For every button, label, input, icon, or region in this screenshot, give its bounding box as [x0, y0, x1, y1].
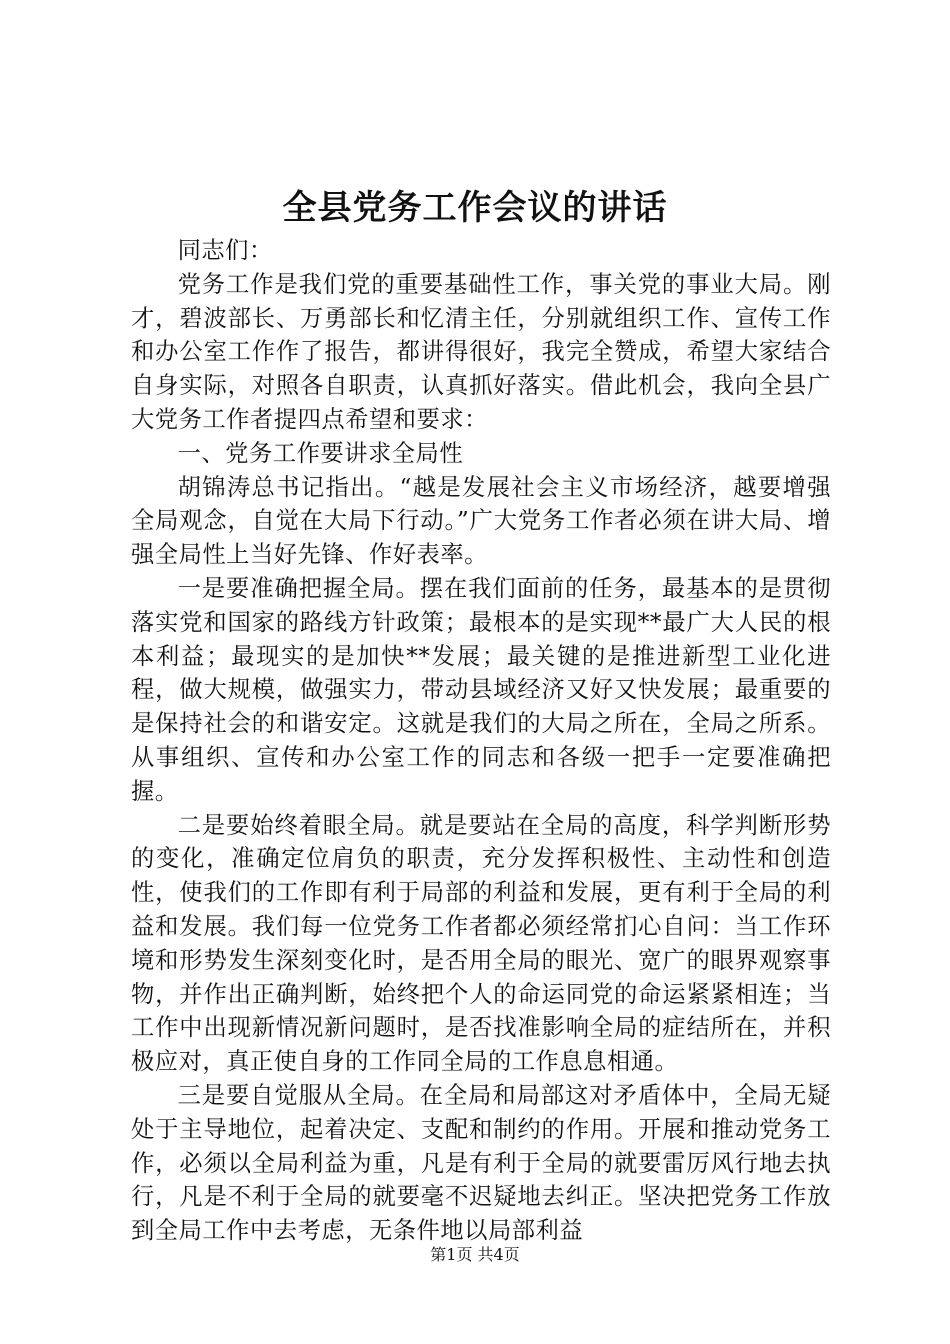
document-body [131, 234, 831, 1248]
body-paragraph: 二是要始终着眼全局。就是要站在全局的高度，科学判断形势的变化，准确定位肩负的职责，充分发挥积极性、主动性和创造性，使我们的工作即有利于局部的利益和发展，更有利于全局的利益和发展。我们每一位党务工作者都必须经常扪心自问：当工作环境和形势发生深刻变化时，是否用全局的眼光、宽广的眼界观察事物，并作出正确判断，始终把个人的命运同党的命运紧紧相连；当工作中出现新情况新问题时，是否找准影响全局的症结所在，并积极应对，真正使自身的工作同全局的工作息息相通。 [131, 811, 831, 1076]
body-paragraph: 党务工作是我们党的重要基础性工作，事关党的事业大局。刚才，碧波部长、万勇部长和忆清主任，分别就组织工作、宣传工作和办公室工作作了报告，都讲得很好，我完全赞成，希望大家结合自身实际，对照各自职责，认真抓好落实。借此机会，我向全县广大党务工作者提四点希望和要求： [131, 270, 831, 433]
body-paragraph: 一是要准确把握全局。摆在我们面前的任务，最基本的是贯彻落实党和国家的路线方针政策；最根本的是实现**最广大人民的根本利益；最现实的是加快**发展；最关键的是推进新型工业化进程，做大规模，做强实力，带动县域经济又好又快发展；最重要的是保持社会的和谐安定。这就是我们的大局之所在，全局之所系。从事组织、宣传和办公室工作的同志和各级一把手一定要准确把握。 [131, 574, 831, 805]
document-title: 全县党务工作会议的讲话 [282, 188, 668, 228]
body-paragraph: 胡锦涛总书记指出。“越是发展社会主义市场经济，越要增强全局观念，自觉在大局下行动。”广大党务工作者必须在讲大局、增强全局性上当好先锋、作好表率。 [131, 473, 831, 569]
body-paragraph: 三是要自觉服从全局。在全局和局部这对矛盾体中，全局无疑处于主导地位，起着决定、支配和制约的作用。开展和推动党务工作，必须以全局利益为重，凡是有利于全局的就要雷厉风行地去执行，凡是不利于全局的就要毫不迟疑地去纠正。坚决把党务工作放到全局工作中去考虑，无条件地以局部利益 [131, 1081, 831, 1245]
salutation-paragraph: 同志们： [177, 237, 273, 264]
section-heading: 一、党务工作要讲求全局性 [177, 439, 464, 467]
page-number-footer: 第1页 共4页 [430, 1245, 520, 1264]
